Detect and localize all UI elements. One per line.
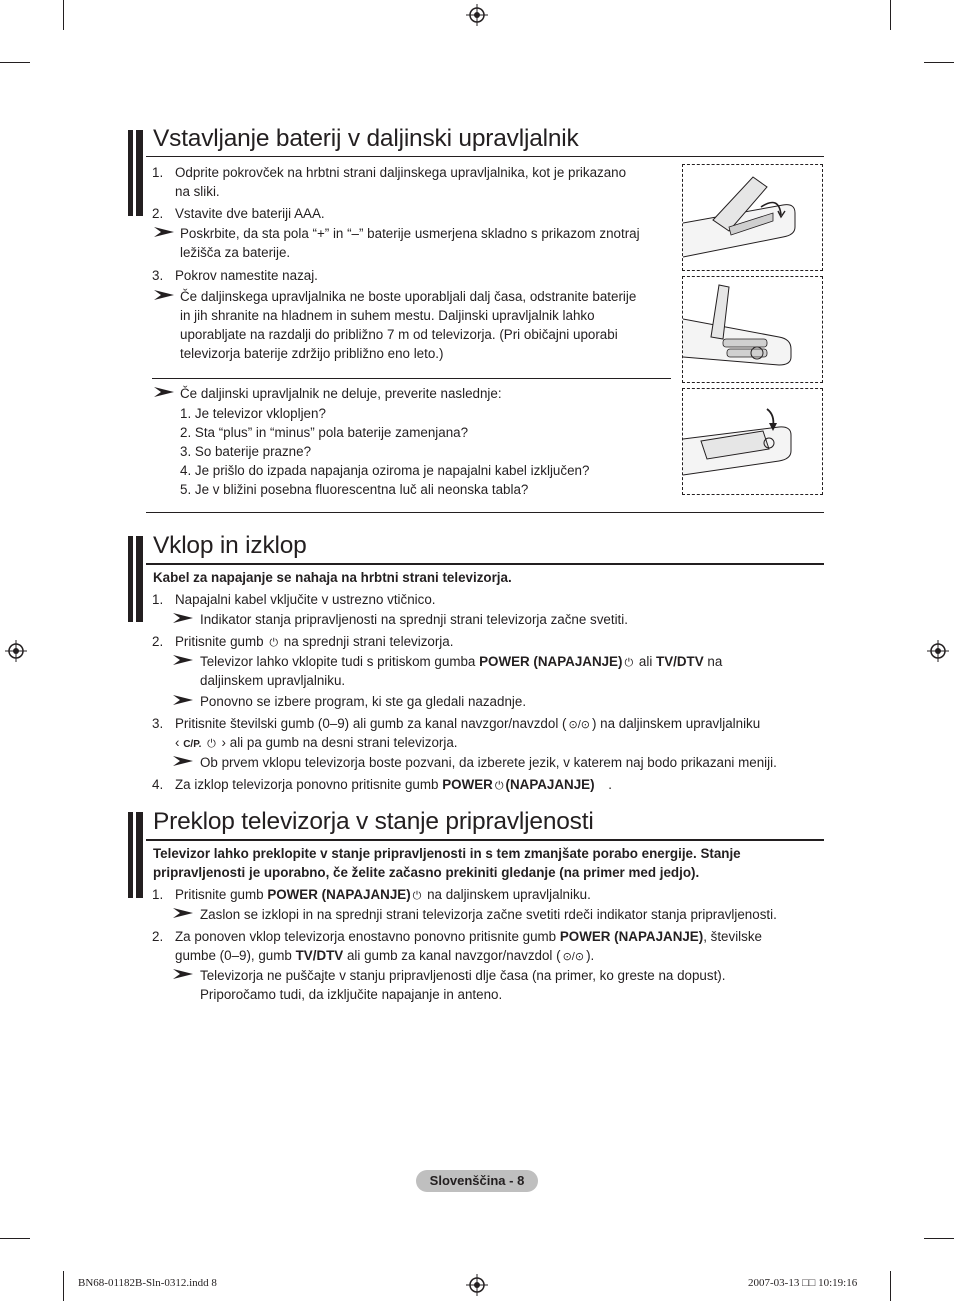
note-arrow-icon [173, 908, 193, 918]
step-text: Pritisnite gumb ⏻ na sprednji strani televizorja. [175, 632, 453, 653]
registration-mark-icon [5, 640, 27, 662]
crop-mark [0, 62, 30, 63]
step-text: gumbe (0–9), gumb TV/DTV ali gumb za kanal navzgor/navzdol ( ⊙/⊙ ). [175, 946, 594, 967]
power-icon: ⏻ [494, 780, 504, 792]
check-item: 5. Je v bližini posebna fluorescentna luč ali neonska tabla? [180, 482, 529, 497]
crop-mark [890, 0, 891, 30]
section-bar [128, 812, 143, 898]
section-title: Vklop in izklop [153, 532, 307, 559]
section-bar [128, 536, 143, 622]
crop-mark [0, 1238, 30, 1239]
remote-close-cover-illustration [682, 388, 823, 495]
step-number: 2. [152, 206, 164, 221]
footer-file-info: BN68-01182B-Sln-0312.indd 8 [78, 1277, 217, 1289]
step-number: 4. [152, 777, 164, 792]
remote-open-cover-illustration [682, 164, 823, 271]
check-item: 2. Sta “plus” in “minus” pola baterije zamenjana? [180, 425, 469, 440]
note-text: Če daljinskega upravljalnika ne boste uporabljali dalj časa, odstranite baterije [180, 289, 637, 304]
note-arrow-icon [173, 613, 193, 623]
note-text: Ponovno se izbere program, ki ste ga gledali nazadnje. [200, 694, 527, 709]
note-arrow-icon [173, 969, 193, 979]
check-item: 1. Je televizor vklopljen? [180, 406, 326, 421]
registration-mark-icon [927, 640, 949, 662]
check-item: 3. So baterije prazne? [180, 444, 312, 459]
note-text: Televizorja ne puščajte v stanju pripravljenosti dlje časa (na primer, ko greste na dopust). [200, 968, 726, 983]
note-arrow-icon [154, 387, 174, 397]
note-text: uporabljate na razdalji do približno 7 m od televizorja. (Pri običajni uporabi [180, 327, 618, 342]
section-bar [128, 130, 143, 216]
note-text: Poskrbite, da sta pola “+” in “–” baterije usmerjena skladno s prikazom znotraj [180, 226, 640, 241]
page-number-badge: Slovenščina - 8 [416, 1170, 538, 1192]
power-icon: ⏻ [624, 657, 634, 669]
step-text: Pritisnite gumb POWER (NAPAJANJE) ⏻ na daljinskem upravljalniku. [175, 885, 591, 906]
note-text: televizorja baterije zdržijo približno eno leto.) [180, 346, 444, 361]
step-text: na sliki. [175, 184, 220, 199]
footer-timestamp: 2007-03-13 □□ 10:19:16 [748, 1277, 858, 1289]
check-item: 4. Je prišlo do izpada napajanja oziroma je napajalni kabel izključen? [180, 463, 590, 478]
note-arrow-icon [154, 227, 174, 237]
section-rule [146, 512, 824, 513]
step-text: Za ponoven vklop televizorja enostavno ponovno pritisnite gumb POWER (NAPAJANJE), številske [175, 929, 762, 944]
step-number: 1. [152, 887, 164, 902]
power-icon: ⏻ [207, 738, 216, 750]
step-text: Napajalni kabel vključite v ustrezno vtičnico. [175, 592, 436, 607]
section-rule [146, 563, 824, 565]
crop-mark [924, 62, 954, 63]
step-number: 2. [152, 929, 164, 944]
note-arrow-icon [173, 695, 193, 705]
registration-mark-icon [466, 4, 488, 26]
step-number: 1. [152, 165, 164, 180]
chevron-left-icon: ‹ [175, 735, 180, 750]
note-text: Ob prvem vklopu televizorja boste pozvani, da izberete jezik, v katerem naj bodo prikazani meniji. [200, 755, 777, 770]
section-title: Vstavljanje baterij v daljinski upravljalnik [153, 125, 579, 152]
step-text: Vstavite dve bateriji AAA. [175, 206, 325, 221]
crop-mark [924, 1238, 954, 1239]
channel-up-down-icon: ⊙/⊙ [568, 719, 590, 731]
note-text: Televizor lahko vklopite tudi s pritiskom gumba POWER (NAPAJANJE) ⏻ ali TV/DTV na [200, 652, 722, 673]
registration-mark-icon [466, 1274, 488, 1296]
crop-mark [890, 1271, 891, 1301]
section-lead: Televizor lahko preklopite v stanje pripravljenosti in s tem zmanjšate porabo energije. Stanje [153, 846, 741, 861]
section-title: Preklop televizorja v stanje pripravljenosti [153, 808, 594, 835]
crop-mark [63, 0, 64, 30]
step-number: 3. [152, 716, 164, 731]
section-rule [146, 156, 824, 157]
step-number: 1. [152, 592, 164, 607]
note-text: ležišča za baterije. [180, 245, 291, 260]
step-text: Za izklop televizorja ponovno pritisnite gumb POWER ⏻ (NAPAJANJE) . [175, 775, 612, 796]
divider [152, 378, 671, 379]
note-text: daljinskem upravljalniku. [200, 673, 346, 688]
step-text: Odprite pokrovček na hrbtni strani daljinskega upravljalnika, kot je prikazano [175, 165, 627, 180]
step-text: ‹ C/P. ⏻ › ali pa gumb na desni strani televizorja. [175, 733, 458, 754]
step-text: Pokrov namestite nazaj. [175, 268, 318, 283]
note-arrow-icon [173, 655, 193, 665]
power-icon: ⏻ [412, 890, 422, 902]
note-arrow-icon [173, 756, 193, 766]
channel-up-down-icon: ⊙/⊙ [562, 951, 585, 963]
remote-insert-batteries-illustration [682, 276, 823, 383]
note-text: Če daljinski upravljalnik ne deluje, preverite naslednje: [180, 386, 502, 401]
power-icon: ⏻ [269, 637, 279, 649]
step-number: 3. [152, 268, 164, 283]
step-number: 2. [152, 634, 164, 649]
section-lead: pripravljenosti je uporabno, če želite začasno prekiniti gledanje (na primer med jedjo). [153, 865, 700, 880]
section-lead: Kabel za napajanje se nahaja na hrbtni strani televizorja. [153, 570, 512, 585]
note-text: Priporočamo tudi, da izključite napajanje in anteno. [200, 987, 503, 1002]
chevron-right-icon: › [221, 735, 227, 750]
section-rule [146, 839, 824, 841]
note-arrow-icon [154, 290, 174, 300]
note-text: Indikator stanja pripravljenosti na sprednji strani televizorja začne svetiti. [200, 612, 628, 627]
crop-mark [63, 1271, 64, 1301]
note-text: Zaslon se izklopi in na sprednji strani televizorja začne svetiti rdeči indikator stanja pripravljenosti. [200, 907, 777, 922]
note-text: in jih shranite na hladnem in suhem mestu. Daljinski upravljalnik lahko [180, 308, 595, 323]
step-text: Pritisnite številski gumb (0–9) ali gumb za kanal navzgor/navzdol ( ⊙/⊙ ) na daljinskem upravljalniku [175, 714, 760, 735]
